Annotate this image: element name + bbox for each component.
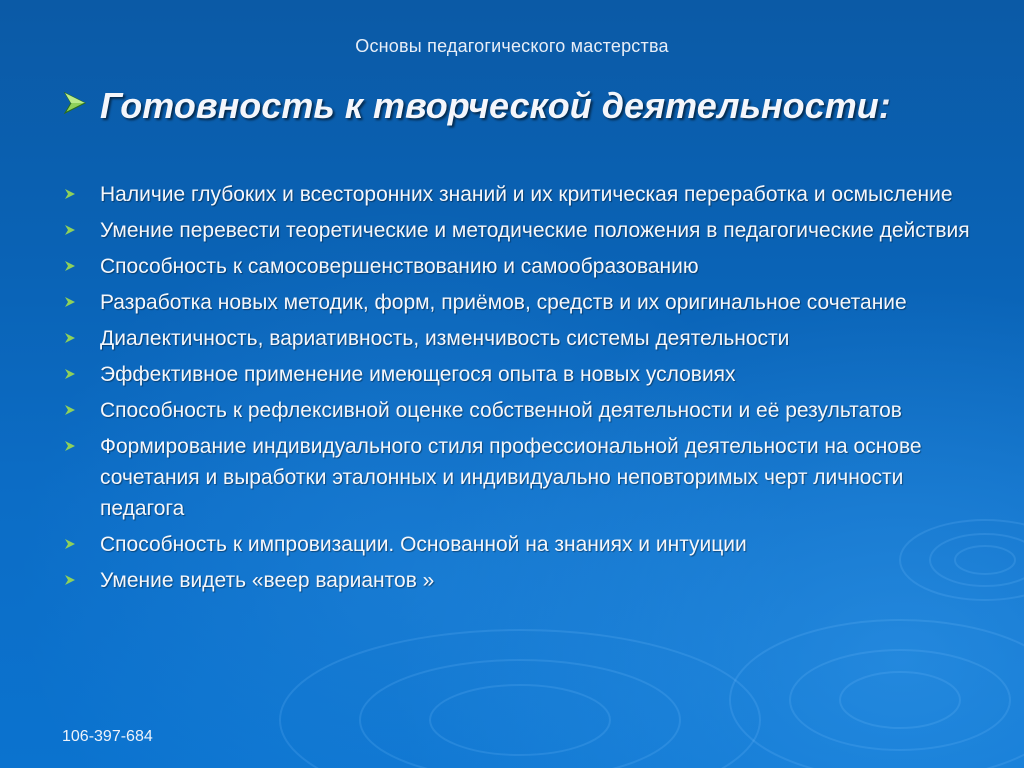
chevron-arrow-icon bbox=[64, 332, 76, 344]
list-item bbox=[62, 251, 992, 282]
slide-title-text: Готовность к творческой деятельности bbox=[100, 85, 879, 126]
list-item-text: Диалектичность, вариативность, изменчивость системы деятельности bbox=[100, 327, 790, 350]
chevron-arrow-icon bbox=[64, 440, 76, 452]
list-item bbox=[62, 431, 992, 524]
list-item bbox=[62, 179, 992, 210]
chevron-arrow-icon bbox=[64, 538, 76, 550]
list-item-text: Способность к импровизации. Основанной на знаниях и интуиции bbox=[100, 533, 747, 556]
chevron-arrow-icon bbox=[64, 574, 76, 586]
list-item bbox=[62, 395, 992, 426]
title-row bbox=[62, 82, 982, 130]
list-item-text: Умение перевести теоретические и методические положения в педагогические действия bbox=[100, 219, 970, 242]
list-item bbox=[62, 215, 992, 246]
chevron-arrow-icon bbox=[64, 224, 76, 236]
list-item-text: Эффективное применение имеющегося опыта в новых условиях bbox=[100, 363, 736, 386]
list-item bbox=[62, 565, 992, 596]
slide-footer-code: 106-397-684 bbox=[62, 728, 153, 745]
bullet-list bbox=[62, 179, 992, 601]
list-item bbox=[62, 287, 992, 318]
chevron-arrow-icon bbox=[64, 404, 76, 416]
list-item-text: Способность к самосовершенствованию и самообразованию bbox=[100, 255, 699, 278]
slide-header: Основы педагогического мастерства bbox=[355, 36, 669, 56]
list-item-text: Умение видеть «веер вариантов » bbox=[100, 569, 435, 592]
list-item-text: Разработка новых методик, форм, приёмов, средств и их оригинальное сочетание bbox=[100, 291, 907, 314]
list-item-text: Способность к рефлексивной оценке собственной деятельности и её результатов bbox=[100, 399, 902, 422]
slide-title bbox=[100, 82, 982, 130]
chevron-arrow-icon bbox=[64, 260, 76, 272]
chevron-arrow-icon bbox=[62, 90, 88, 116]
list-item-text: Наличие глубоких и всесторонних знаний и их критическая переработка и осмысление bbox=[100, 183, 953, 206]
chevron-arrow-icon bbox=[64, 188, 76, 200]
list-item bbox=[62, 359, 992, 390]
slide-title-colon: : bbox=[878, 85, 891, 126]
list-item bbox=[62, 529, 992, 560]
list-item bbox=[62, 323, 992, 354]
chevron-arrow-icon bbox=[64, 296, 76, 308]
list-item-text: Формирование индивидуального стиля профессиональной деятельности на основе сочетания и выработки эталонных и индивидуально неповторимых черт личности педагога bbox=[100, 435, 922, 520]
chevron-arrow-icon bbox=[64, 368, 76, 380]
